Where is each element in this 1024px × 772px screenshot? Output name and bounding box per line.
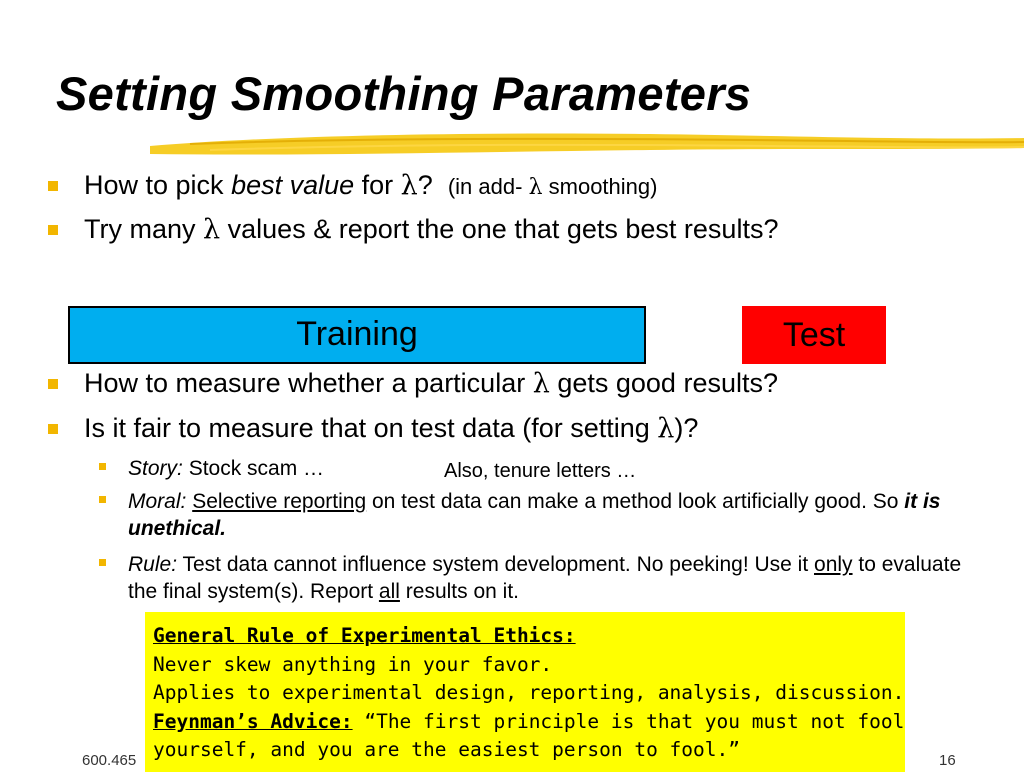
bullet-text: How to pick	[84, 170, 232, 200]
sub-bullet-moral	[128, 488, 978, 542]
sub-bullet-underlined: only	[814, 553, 853, 576]
sub-bullet-text: Test data cannot influence system development. No peeking! Use it	[177, 553, 815, 576]
bullet-fair	[84, 413, 698, 444]
bullet-text: Is it fair to measure that on test data (for setting	[84, 413, 658, 443]
bullet-marker	[48, 181, 58, 191]
lambda-symbol: λ	[532, 368, 550, 399]
sub-bullet-rule	[128, 551, 988, 605]
title-underline-swoosh	[150, 126, 1024, 162]
feynman-quote: “The first principle is that you must not fool yourself, and you are the easiest person to fool.”	[153, 709, 905, 761]
sub-bullet-text: on test data can make a method look artificially good. So	[366, 490, 905, 513]
bullet-marker	[48, 424, 58, 434]
bullet-marker	[48, 379, 58, 389]
lambda-symbol: λ	[528, 175, 543, 200]
bullet-marker	[48, 225, 58, 235]
sub-bullet-label: Moral:	[128, 490, 187, 513]
ethics-line: Applies to experimental design, reporting, analysis, discussion.	[153, 681, 905, 704]
bullet-note: (in add-	[447, 174, 529, 199]
lambda-symbol: λ	[400, 170, 418, 201]
bullet-emphasis: best value	[231, 170, 355, 200]
lambda-symbol: λ	[657, 413, 675, 444]
slide-title: Setting Smoothing Parameters	[56, 67, 752, 120]
training-box: Training	[68, 306, 646, 364]
bullet-try-many	[84, 214, 778, 245]
bullet-text: ?	[417, 170, 433, 200]
sub-bullet-underlined: all	[378, 580, 400, 603]
test-box: Test	[742, 306, 886, 364]
bullet-text: values & report the one that gets best results?	[220, 214, 779, 244]
feynman-label: Feynman’s Advice:	[153, 709, 353, 733]
ethics-callout-box	[145, 612, 905, 772]
sub-bullet-underlined: Selective reporting	[192, 490, 367, 513]
bullet-note: smoothing)	[542, 174, 658, 199]
sub-bullet-text: results on it.	[399, 580, 519, 603]
ethics-line: Never skew anything in your favor.	[153, 652, 553, 676]
sub-bullet-marker	[99, 496, 106, 503]
bullet-text: for	[354, 170, 401, 200]
footer-page-number: 16	[939, 752, 956, 769]
lambda-symbol: λ	[203, 214, 221, 245]
sub-bullet-marker	[99, 463, 106, 470]
bullet-text: How to measure whether a particular	[84, 368, 533, 398]
bullet-pick-best-value	[84, 170, 657, 201]
footer-course-number: 600.465	[82, 752, 137, 769]
feynman-advice	[153, 708, 905, 765]
sub-bullet-label: Rule:	[128, 553, 178, 576]
ethics-header: General Rule of Experimental Ethics:	[153, 624, 576, 647]
story-aside: Also, tenure letters …	[444, 460, 637, 482]
sub-bullet-bold: it is unethical.	[128, 490, 941, 540]
bullet-measure	[84, 368, 778, 399]
bullet-text: gets good results?	[549, 368, 778, 398]
sub-bullet-text: Stock scam …	[182, 457, 325, 480]
sub-bullet-text: to evaluate the final system(s). Report	[128, 553, 962, 603]
bullet-text: Try many	[84, 214, 204, 244]
sub-bullet-marker	[99, 559, 106, 566]
sub-bullet-label: Story:	[128, 457, 183, 480]
bullet-text: )?	[674, 413, 699, 443]
sub-bullet-story	[128, 455, 324, 482]
